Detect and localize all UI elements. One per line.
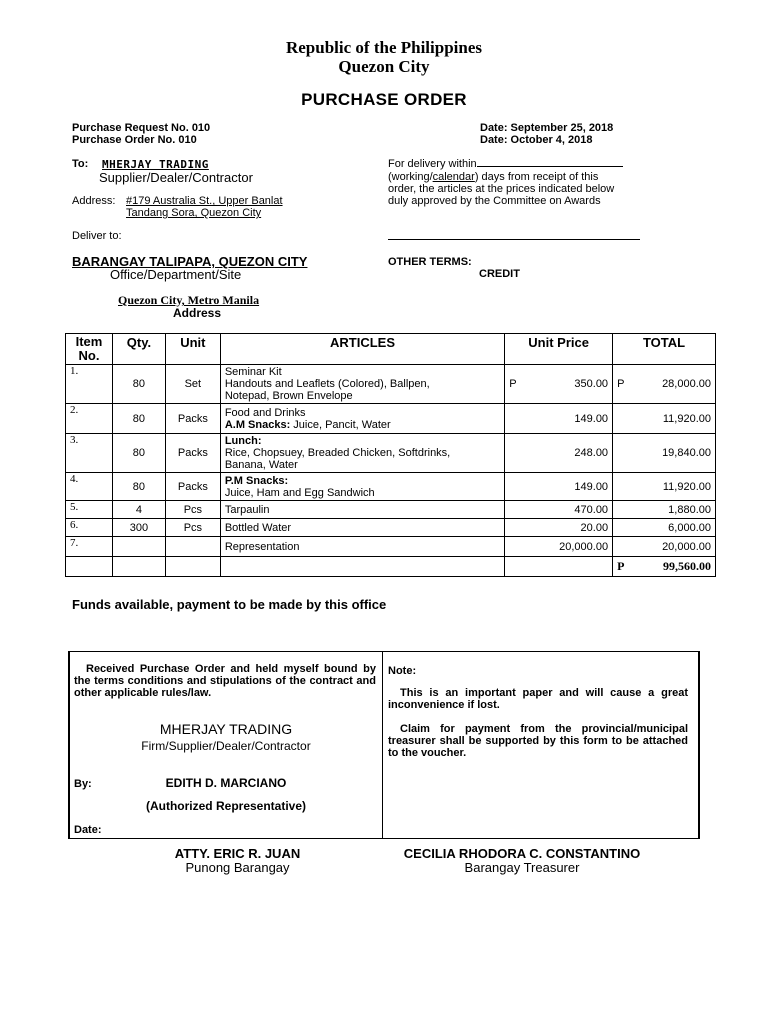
note-paragraph-2: Claim for payment from the provincial/municipal treasurer shall be supported by this form to be attached to the voucher. — [388, 723, 688, 759]
unit-price: 470.00 — [505, 501, 613, 519]
supplier-address-line2: Tandang Sora, Quezon City — [126, 207, 262, 219]
grand-total: P 99,560.00 — [613, 557, 716, 577]
deliver-to-label: Deliver to: — [72, 230, 122, 242]
col-header-unit-price: Unit Price — [505, 334, 613, 365]
unit-price: 20,000.00 — [505, 537, 613, 557]
article: P.M Snacks: Juice, Ham and Egg Sandwich — [220, 473, 504, 501]
qty: 80 — [112, 473, 165, 501]
delivery-signature-line — [388, 239, 640, 240]
supplier-acknowledgement — [70, 652, 383, 838]
delivery-line3: order, the articles at the prices indicated below — [388, 183, 615, 195]
item-no: 6. — [66, 519, 113, 537]
article: Bottled Water — [220, 519, 504, 537]
item-no: 2. — [66, 404, 113, 434]
unit-price: P 350.00 — [505, 365, 613, 404]
page-title: PURCHASE ORDER — [301, 90, 467, 109]
representative-name: EDITH D. MARCIANO — [165, 776, 287, 790]
delivery-within: For delivery within — [388, 158, 623, 170]
table-row — [66, 365, 716, 404]
col-header-total: TOTAL — [613, 334, 716, 365]
item-no: 4. — [66, 473, 113, 501]
by-label: By: — [74, 778, 92, 790]
line-total: P 28,000.00 — [613, 365, 716, 404]
table-row — [66, 473, 716, 501]
line-total: 19,840.00 — [613, 434, 716, 473]
pr-date: Date: September 25, 2018 — [480, 122, 614, 134]
table-row — [66, 519, 716, 537]
treasurer-title: Barangay Treasurer — [464, 860, 580, 875]
treasurer-name: CECILIA RHODORA C. CONSTANTINO — [403, 846, 641, 861]
other-terms-label: OTHER TERMS: — [388, 256, 472, 268]
unit: Pcs — [165, 501, 220, 519]
item-no: 5. — [66, 501, 113, 519]
qty: 80 — [112, 365, 165, 404]
acknowledgement-box — [68, 651, 700, 839]
unit-price: 149.00 — [505, 404, 613, 434]
unit: Pcs — [165, 519, 220, 537]
article: Representation — [220, 537, 504, 557]
firm-label: Firm/Supplier/Dealer/Contractor — [141, 739, 311, 753]
date-label: Date: — [74, 824, 102, 836]
qty: 80 — [112, 434, 165, 473]
to-label: To: — [72, 158, 89, 170]
note-paragraph-1: This is an important paper and will cause a great inconvenience if lost. — [388, 687, 688, 711]
supplier-address-line1: #179 Australia St., Upper Banlat — [126, 195, 283, 207]
delivery-working-days: (working/calendar) days from receipt of this — [388, 171, 599, 183]
representative-label: (Authorized Representative) — [145, 799, 307, 813]
address-caption: Address — [173, 306, 222, 320]
col-header-item-no: Item No. — [66, 334, 113, 365]
item-no: 1. — [66, 365, 113, 404]
table-row — [66, 404, 716, 434]
purchase-request-no: Purchase Request No. 010 — [72, 122, 211, 134]
unit: Packs — [165, 473, 220, 501]
address-label: Address: — [72, 195, 116, 207]
supplier-role-label: Supplier/Dealer/Contractor — [99, 170, 253, 185]
unit — [165, 537, 220, 557]
line-total: 1,880.00 — [613, 501, 716, 519]
col-header-articles: ARTICLES — [220, 334, 504, 365]
article: Seminar Kit Handouts and Leaflets (Colored), Ballpen, Notepad, Brown Envelope — [220, 365, 504, 404]
qty — [112, 537, 165, 557]
firm-name: MHERJAY TRADING — [159, 721, 293, 737]
unit-price: 248.00 — [505, 434, 613, 473]
unit-price: 20.00 — [505, 519, 613, 537]
article: Lunch: Rice, Chopsuey, Breaded Chicken, Softdrinks, Banana, Water — [220, 434, 504, 473]
article: Tarpaulin — [220, 501, 504, 519]
item-no: 7. — [66, 537, 113, 557]
col-header-unit: Unit — [165, 334, 220, 365]
table-row — [66, 434, 716, 473]
note-section — [383, 652, 698, 838]
item-no: 3. — [66, 434, 113, 473]
line-total: 6,000.00 — [613, 519, 716, 537]
unit: Packs — [165, 434, 220, 473]
funds-available-text: Funds available, payment to be made by this office — [72, 597, 387, 612]
punong-barangay-title: Punong Barangay — [185, 860, 290, 875]
line-total: 20,000.00 — [613, 537, 716, 557]
unit-price: 149.00 — [505, 473, 613, 501]
unit: Packs — [165, 404, 220, 434]
col-header-qty: Qty. — [112, 334, 165, 365]
line-total: 11,920.00 — [613, 404, 716, 434]
delivery-site: BARANGAY TALIPAPA, QUEZON CITY — [72, 254, 308, 269]
supplier-name: MHERJAY TRADING — [102, 158, 209, 171]
delivery-line4: duly approved by the Committee on Awards — [388, 195, 601, 207]
table-row — [66, 501, 716, 519]
acknowledgement-text: Received Purchase Order and held myself bound by the terms conditions and stipulations of the contract and other applicable rules/law. — [74, 663, 376, 699]
qty: 80 — [112, 404, 165, 434]
table-row — [66, 537, 716, 557]
unit: Set — [165, 365, 220, 404]
article: Food and Drinks A.M Snacks: Juice, Pancit, Water — [220, 404, 504, 434]
note-label: Note: — [388, 665, 417, 677]
city-heading: Quezon City — [338, 57, 430, 76]
qty: 300 — [112, 519, 165, 537]
site-label: Office/Department/Site — [110, 267, 242, 282]
qty: 4 — [112, 501, 165, 519]
punong-barangay-name: ATTY. ERIC R. JUAN — [174, 846, 301, 861]
other-terms-value: CREDIT — [479, 268, 520, 280]
delivery-address: Quezon City, Metro Manila — [118, 293, 260, 307]
items-table — [65, 333, 716, 577]
republic-heading: Republic of the Philippines — [285, 38, 482, 57]
line-total: 11,920.00 — [613, 473, 716, 501]
po-date: Date: October 4, 2018 — [480, 134, 593, 146]
table-header-row — [66, 334, 716, 365]
grand-total-row — [66, 557, 716, 577]
purchase-order-no: Purchase Order No. 010 — [72, 134, 197, 146]
